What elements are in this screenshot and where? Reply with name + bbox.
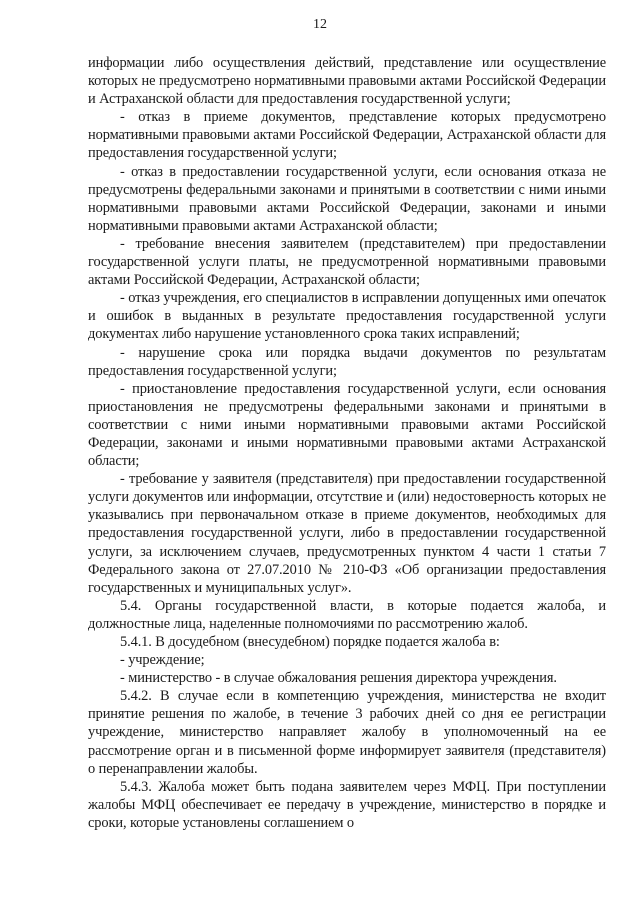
section-5-4-3: 5.4.3. Жалоба может быть подана заявителем через МФЦ. При поступлении жалобы МФЦ обеспечивает ее передачу в учреждение, министерство в порядке и сроки, которые установлены соглашением о [88,778,606,831]
list-item-correction-refusal: - отказ учреждения, его специалистов в исправлении допущенных ими опечаток и ошибок в выданных в результате предоставления государственной услуги документах либо нарушение установленного срока таких исправлений; [88,290,606,343]
list-item-ministry: - министерство - в случае обжалования решения директора учреждения. [120,670,557,687]
list-item-service-refusal: - отказ в предоставлении государственной услуги, если основания отказа не предусмотрены федеральными законами и принятыми в соответствии с ними иными нормативными правовыми актами Российской Федерации, законами и иными нормативными правовыми актами Астраханской области; [88,163,606,234]
document-body [88,54,606,832]
list-item-suspension: - приостановление предоставления государственной услуги, если основания приостановления не предусмотрены федеральными законами и принятыми в соответствии с ними иными нормативными правовыми актами Российской Федерации, законами и иными нормативными правовыми актами Астраханской области; [88,380,606,470]
list-item-fee-requirement: - требование внесения заявителем (представителем) при предоставлении государственной услуги платы, не предусмотренной нормативными правовыми актами Российской Федерации, Астраханской области; [88,235,606,289]
section-5-4-1: 5.4.1. В досудебном (внесудебном) порядке подается жалоба в: [120,634,500,650]
section-5-4: 5.4. Органы государственной власти, в которые подается жалоба, и должностные лица, наделенные полномочиями по рассмотрению жалоб. [88,597,606,632]
section-5-4-2: 5.4.2. В случае если в компетенцию учреждения, министерства не входит принятие решения по жалобе, в течение 3 рабочих дней со дня ее регистрации учреждение, министерство направляет жалобу в уполномоченный на ее рассмотрение орган и в письменной форме информирует заявителя (представителя) о перенаправлении жалобы. [88,688,606,777]
list-item-document-refusal: - отказ в приеме документов, представление которых предусмотрено нормативными правовыми актами Российской Федерации, Астраханской области для предоставления государственной услуги; [88,109,606,162]
list-item-extra-documents: - требование у заявителя (представителя) при предоставлении государственной услуги документов или информации, отсутствие и (или) недостоверность которых не указывались при первоначальном отказе в приеме документов, необходимых для предоставления государственной услуги, либо в предоставлении государственной услуги, за исключением случаев, предусмотренных пунктом 4 части 1 статьи 7 Федерального закона от 27.07.2010 № 210-ФЗ «Об организации предоставления государственных и муниципальных услуг». [88,471,606,596]
list-item-issuance-violation: - нарушение срока или порядка выдачи документов по результатам предоставления государственной услуги; [88,344,606,379]
page-number: 12 [313,17,327,32]
list-item-institution: - учреждение; [120,652,205,669]
paragraph-continuation: информации либо осуществления действий, представление или осуществление которых не предусмотрено нормативными правовыми актами Российской Федерации и Астраханской области для предоставления государственной услуги; [88,55,606,108]
